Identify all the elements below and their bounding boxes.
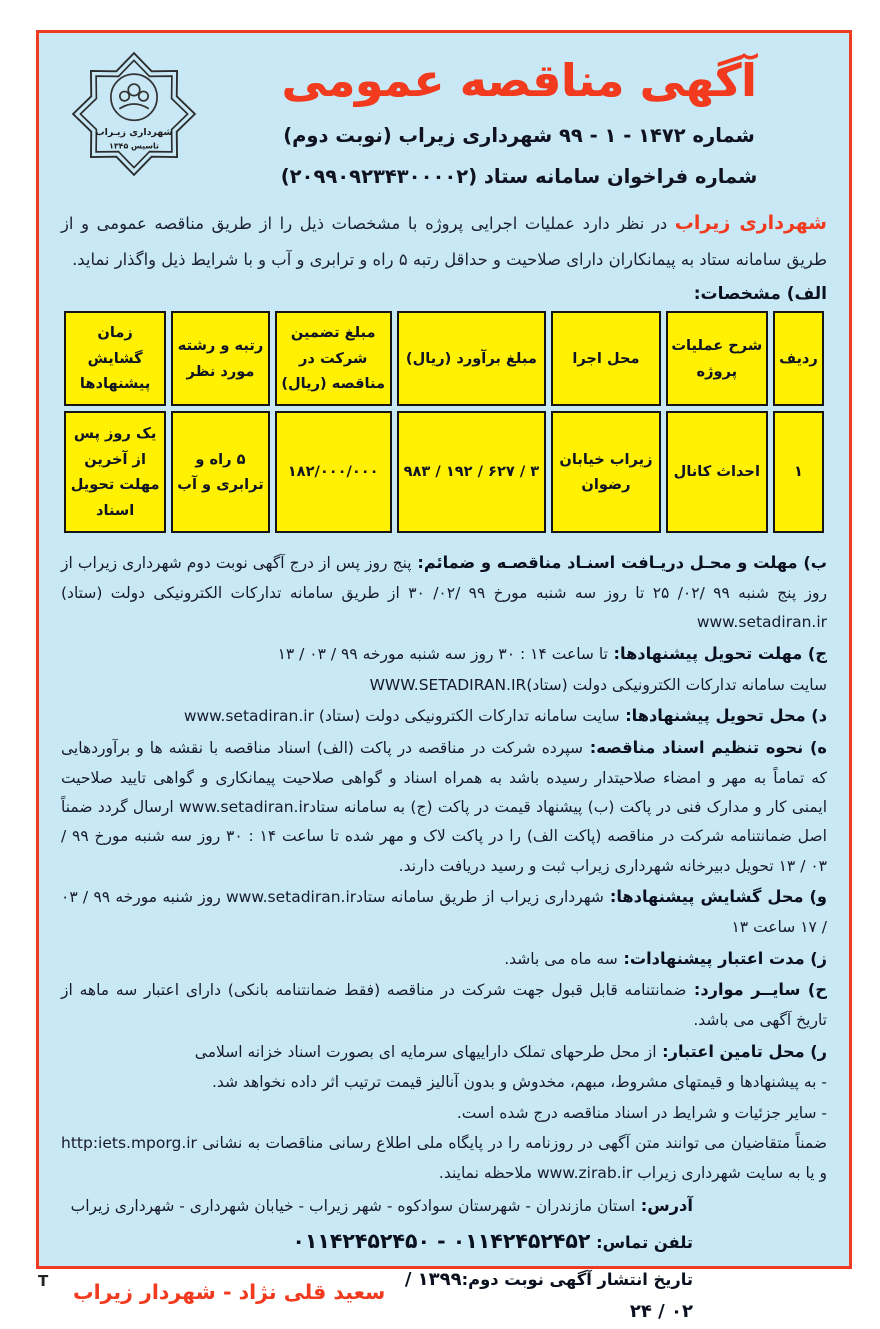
cell-opening-time: یک روز پس از آخرین مهلت تحویل اسناد [64, 411, 166, 533]
col-header-location: محل اجرا [551, 311, 661, 406]
municipality-name-lead: شهرداری زیراب [674, 211, 827, 234]
clause-g [61, 944, 827, 975]
clause-b [61, 548, 827, 638]
header-text-block [209, 47, 829, 190]
tender-number-line: شماره ۱۴۷۲ - ۱ - ۹۹ شهرداری زیراب (نوبت دوم) [283, 124, 755, 148]
clause-d [61, 701, 827, 732]
emblem-star-icon [73, 53, 195, 175]
footer-block [59, 1190, 829, 1262]
publication-date-value: ۱۳۹۹ / ۰۲ / ۲۴ [404, 1268, 693, 1323]
clause-g-text: سه ماه می باشد. [504, 949, 618, 968]
clause-r-label: محل تامین اعتبار: [656, 1041, 805, 1061]
cell-guarantee-amount: ۱۸۲/۰۰۰/۰۰۰ [275, 411, 392, 533]
clause-c-prefix: ج) [802, 643, 827, 663]
cell-location: زیراب خیابان رضوان [551, 411, 661, 533]
clause-c-label: مهلت تحویل پیشنهادها: [607, 643, 803, 663]
emblem-seal-icon [111, 74, 157, 120]
clause-b-label: مهلت و محـل دریـافت اسنـاد مناقصـه و ضمائم: [411, 553, 798, 573]
clause-d-text: سایت سامانه تدارکات الکترونیکی دولت (ستاد) www.setadiran.ir [183, 707, 620, 725]
address-line [59, 1190, 693, 1222]
crop-mark: T [38, 1272, 49, 1290]
clause-e-prefix: ه) [803, 737, 827, 757]
clause-b-text: پنج روز پس از درج آگهی نوبت دوم شهرداری زیراب از روز پنج شنبه ۹۹ /۰۲/ ۲۵ تا روز سه شنبه مورخ ۹۹ /۰۲/ ۳۰ از طریق سامانه تدارکات الکترونیکی دولت (ستاد) www.setadiran.ir [61, 554, 827, 632]
clause-g-label: مدت اعتبار پیشنهادات: [617, 948, 805, 968]
document-header [59, 47, 829, 190]
clause-h-prefix: ح) [800, 980, 827, 1000]
municipality-seal-icon [68, 51, 200, 177]
clause-c [61, 639, 827, 670]
clause-h-label: سایــر موارد: [686, 980, 801, 1000]
clause-h [61, 975, 827, 1035]
phone-line [59, 1222, 693, 1262]
intro-paragraph [61, 204, 827, 277]
table-row [64, 411, 824, 533]
col-header-row-number: ردیف [773, 311, 824, 406]
emblem-title: شهرداری زیـراب [95, 127, 173, 138]
specs-table [59, 306, 829, 538]
municipality-emblem [59, 47, 209, 177]
address-label: آدرس: [635, 1196, 693, 1216]
cell-row-number: ۱ [773, 411, 824, 533]
clause-e-text: سپرده شرکت در مناقصه در پاکت (الف) اسناد مناقصه با نقشه ها و برآوردهایی که تماماً به مهر و امضاء صلاحیتدار رسیده باشد به همراه اسناد و گواهی صلاحیت پیمانکاری و گواهی تایید صلاحیت ایمنی کار و مدارک فنی در پاکت (ب) پیشنهاد قیمت در پاکت (ج) به سامانه ستادwww.setadiran.ir ارسال گردد ضمناً اصل ضمانتنامه شرکت در مناقصه (پاکت الف) را در پاکت لاک و مهر شده تا ساعت ۱۴ : ۳۰ روز سه شنبه مورخ ۹۹ / ۰۳ / ۱۳ تحویل دبیرخانه شهرداری زیراب ثبت و رسید دریافت دارند. [61, 738, 827, 875]
clause-r-prefix: ر) [804, 1041, 827, 1061]
col-header-rank-field: رتبه و رشته مورد نظر [171, 311, 270, 406]
publication-date-label: تاریخ انتشار آگهی نوبت دوم: [461, 1269, 693, 1289]
phone-numbers: ۰۱۱۴۲۴۵۲۴۵۲ - ۰۱۱۴۲۴۵۲۴۵۰ [292, 1228, 591, 1253]
clause-r-note2: - سایر جزئیات و شرایط در اسناد مناقصه درج شده است. [456, 1103, 827, 1122]
document-frame [36, 30, 852, 1323]
clause-g-prefix: ز) [804, 948, 827, 968]
clause-h-text: ضمانتنامه قابل قبول جهت شرکت در مناقصه (فقط ضمانتنامه بانکی) دارای اعتبار سه ماهه از تاریخ آگهی می باشد. [61, 981, 827, 1030]
intro-text: در نظر دارد عملیات اجرایی پروژه با مشخصات ذیل را از طریق مناقصه عمومی و از طریق سامانه ستاد به پیمانکاران دارای صلاحیت و حداقل رتبه ۵ راه و ترابری و آب و با شرایط ذیل واگذار نماید. [61, 213, 827, 269]
clause-r-note1: - به پیشنهادها و قیمتهای مشروط، مبهم، مخدوش و بدون آنالیز قیمت ترتیب اثر داده نخواهد شد. [211, 1073, 827, 1092]
cell-rank-field: ۵ راه و ترابری و آب [171, 411, 270, 533]
bottom-row [59, 1264, 829, 1329]
col-header-opening-time: زمان گشایش پیشنهادها [64, 311, 166, 406]
clause-r [61, 1037, 827, 1068]
clause-public-notice: ضمناً متقاضیان می توانند متن آگهی در روزنامه را در پایگاه ملی اطلاع رسانی مناقصات به نشانی http:iets.mporg.ir و یا به سایت شهرداری زیراب www.zirab.ir ملاحظه نمایند. [61, 1134, 827, 1182]
address-text: استان مازندران - شهرستان سوادکوه - شهر زیراب - خیابان شهرداری - شهرداری زیراب [70, 1197, 636, 1216]
setad-number-line: شماره فراخوان سامانه ستاد (۲۰۹۹۰۹۲۳۴۳۰۰۰۰۲) [280, 164, 758, 188]
cell-estimate-amount: ۳ / ۶۲۷ / ۱۹۲ / ۹۸۳ [397, 411, 547, 533]
clause-c-text: تا ساعت ۱۴ : ۳۰ روز سه شنبه مورخه ۹۹ / ۰۳ / ۱۳ [277, 644, 608, 663]
cell-project-description: احداث کانال [666, 411, 768, 533]
col-header-estimate-amount: مبلغ برآورد (ریال) [397, 311, 547, 406]
mayor-signature: سعید قلی نژاد - شهردار زیراب [73, 1279, 386, 1304]
clause-d-prefix: د) [805, 706, 827, 725]
clause-d-label: محل تحویل پیشنهادها: [619, 706, 806, 725]
phone-label: تلفن تماس: [590, 1232, 693, 1252]
tender-title: آگهی مناقصه عمومی [281, 54, 757, 107]
table-header-row [64, 311, 824, 406]
clause-e [61, 733, 827, 882]
emblem-subtitle: تاسیس ۱۳۴۵ [109, 141, 159, 151]
clause-f [61, 882, 827, 942]
col-header-guarantee-amount: مبلغ تضمین شرکت در مناقصه (ریال) [275, 311, 392, 406]
clause-c-site-line: سایت سامانه تدارکات الکترونیکی دولت (ستاد)WWW.SETADIRAN.IR [369, 675, 827, 694]
col-header-project-description: شرح عملیات پروژه [666, 311, 768, 406]
clauses-block [59, 548, 829, 1188]
clause-f-prefix: و) [803, 887, 827, 907]
clause-b-prefix: ب) [797, 553, 827, 573]
publication-date-line [385, 1264, 693, 1329]
clause-f-label: محل گشایش پیشنهادها: [603, 887, 804, 907]
specs-section-title: الف) مشخصات: [693, 284, 827, 305]
clause-f-text: شهرداری زیراب از طریق سامانه ستادwww.setadiran.ir روز شنبه مورخه ۹۹ / ۰۳ / ۱۷ ساعت ۱۳ [61, 888, 827, 937]
clause-e-label: نحوه تنظیم اسناد مناقصه: [582, 737, 804, 757]
clause-r-text: از محل طرحهای تملک داراییهای سرمایه ای بصورت اسناد خزانه اسلامی [194, 1042, 657, 1061]
